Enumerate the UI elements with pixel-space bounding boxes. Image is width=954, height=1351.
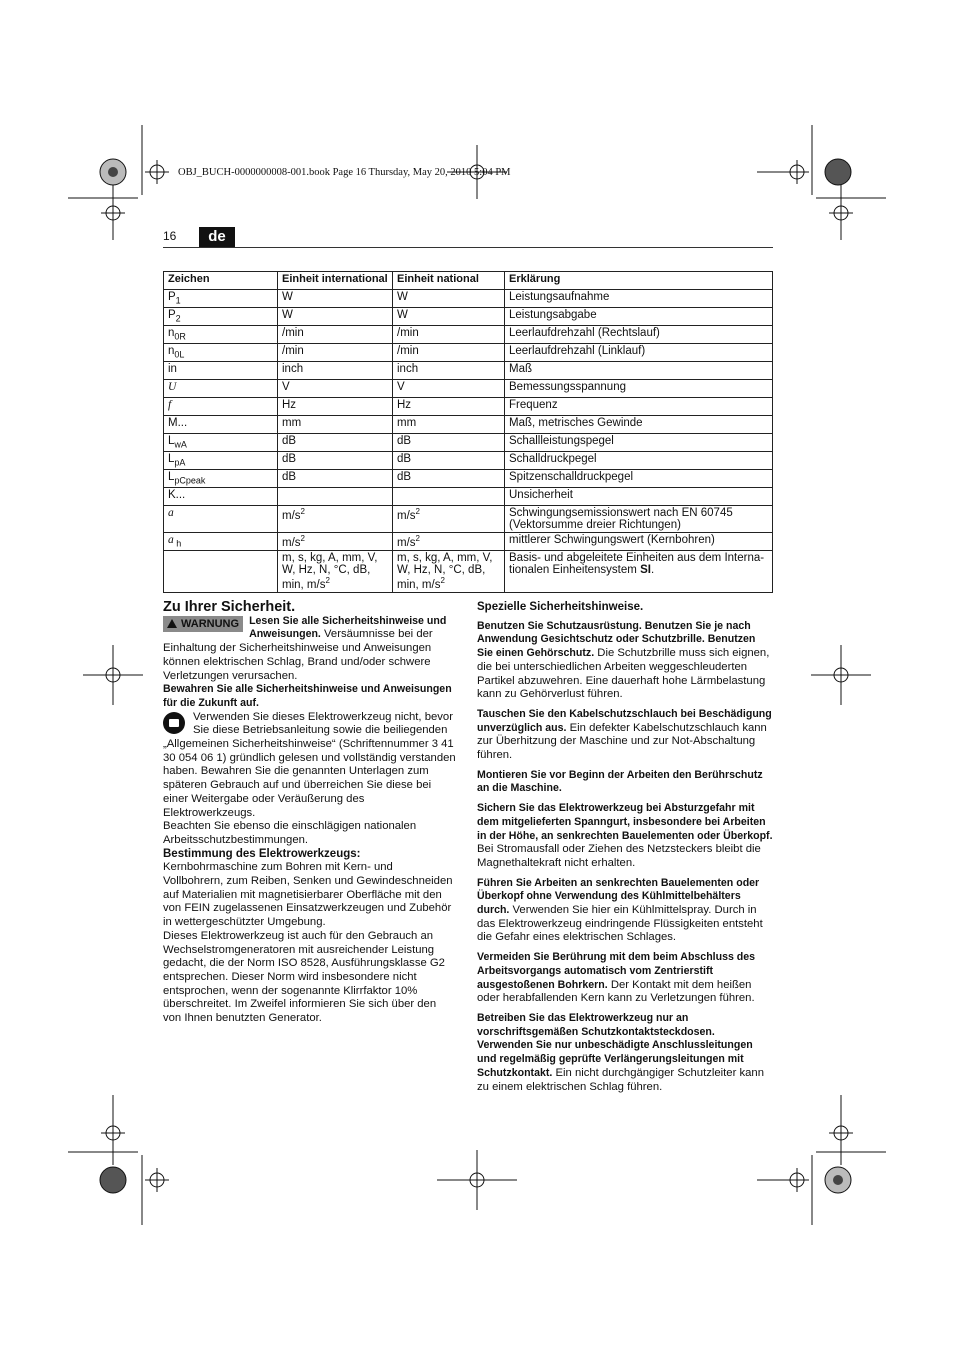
keep-instructions: Bewahren Sie alle Sicherheitshinweise und Anweisungen für die Zukunft auf. [163,683,452,709]
explanation-cell: Leistungsabgabe [505,308,773,326]
table-header-row [164,272,773,290]
national-unit-cell: Hz [393,398,505,416]
national-unit-cell: /min [393,326,505,344]
explanation-cell: Frequenz [505,398,773,416]
table-row [164,434,773,452]
page-number: 16 [163,229,177,243]
table-row [164,533,773,551]
explanation-cell: Leistungsaufnahme [505,290,773,308]
national-unit-cell [393,488,505,506]
warning-icon [167,619,177,628]
purpose-paragraph: Kernbohrmaschine zum Bohren mit Kern- und Vollbohrern, zum Reiben, Senken und Gewindeschneiden auf Materialien mit magnetisierbarer Oberfläche mit den von FEIN zugelassenen Einsatzwerkzeugen und Zubehör in wettergeschützter Umgebung. [163,861,453,929]
intl-unit-cell [278,488,393,506]
symbol-cell: a $_h$ [164,533,278,551]
national-paragraph: Beachten Sie ebenso die einschlägigen nationalen Arbeitsschutzbestimmungen. [163,820,417,846]
national-unit-cell: dB [393,452,505,470]
explanation-cell: Schalldruckpegel [505,452,773,470]
intl-unit-cell: dB [278,434,393,452]
column-header: Einheit national [393,272,505,290]
section-title: Spezielle Sicherheitshinweise. [477,601,644,613]
explanation-cell: Schwingungsemissionswert nach EN 60745 (Vektorsumme dreier Richtungen) [505,506,773,533]
manual-paragraph: Verwenden Sie dieses Elektrowerkzeug nicht, bevor Sie diese Betriebsanleitung sowie die beiliegenden „Allgemeinen Sicherheitshinweise“ (Schriftennummer 3 41 30 054 06 1) gründlich gelesen und vollständig verstanden haben. Bewahren Sie die genannten Unterlagen zum späteren Gebrauch auf und überreichen Sie diese bei einer Weitergabe oder Veräußerung des Elektrowerkzeugs. [163,710,456,819]
intl-unit-cell: /min [278,326,393,344]
intl-unit-cell: W [278,308,393,326]
national-unit-cell: /min [393,344,505,362]
symbol-cell [164,551,278,593]
explanation-cell: Leerlaufdrehzahl (Rechtslauf) [505,326,773,344]
explanation-cell: Maß [505,362,773,380]
symbol-cell: $P_2$ [164,308,278,326]
symbol-cell: K... [164,488,278,506]
symbol-cell: f [164,398,278,416]
explanation-cell: Unsicherheit [505,488,773,506]
warning-badge: WARNUNG [163,616,243,632]
safety-instruction: Führen Sie Arbeiten an senkrechten Bauelementen oder Überkopf ohne Verwendung des Kühlmittelbehälters durch. Verwenden Sie hier ein Kühlmittelspray. Durch in das Elektrowerkzeug eindringende Flüssigkeiten entsteht die Gefahr eines elektrischen Schlages. [477,876,763,944]
explanation-cell: Basis- und abgeleitete Einheiten aus dem Interna-tionalen Einheitensystem SI. [505,551,773,593]
symbol-cell: $P_1$ [164,290,278,308]
national-unit-cell: W [393,290,505,308]
intl-unit-cell: dB [278,452,393,470]
column-header: Einheit international [278,272,393,290]
language-badge: de [199,227,235,247]
table-row [164,470,773,488]
explanation-cell: Spitzenschalldruckpegel [505,470,773,488]
safety-instruction: Benutzen Sie Schutzausrüstung. Benutzen Sie je nach Anwendung Gesichtschutz oder Schutzbrille. Benutzen Sie einen Gehörschutz. Die Schutzbrille muss sich eignen, die bei unterschiedlichen Arbeiten weggeschleuderten Partikel abzuwehren. Eine dauerhaft hohe Lärmbelastung kann zu Gehörverlust führen. [477,619,770,701]
national-unit-cell: inch [393,362,505,380]
table-row [164,344,773,362]
subsection-title: Bestimmung des Elektrowerkzeugs: [163,847,361,860]
national-unit-cell: W [393,308,505,326]
table-row [164,380,773,398]
intl-unit-cell: m, s, kg, A, mm, V, W, Hz, N, °C, dB, min, $m/s^2$ [278,551,393,593]
intl-unit-cell: $m/s^2$ [278,533,393,551]
explanation-cell: mittlerer Schwingungswert (Kernbohren) [505,533,773,551]
intl-unit-cell: mm [278,416,393,434]
intl-unit-cell: dB [278,470,393,488]
intl-unit-cell: Hz [278,398,393,416]
table-row [164,452,773,470]
intl-unit-cell: inch [278,362,393,380]
national-unit-cell: $m/s^2$ [393,506,505,533]
generator-paragraph: Dieses Elektrowerkzeug ist auch für den Gebrauch an Wechselstromgeneratoren mit ausreichender Leistung gedacht, die der Norm ISO 8528, Ausführungsklasse G2 entsprechen. Dieser Norm wird insbesondere nicht entsprochen, wenn der sogenannte Klirrfaktor 10% überschreitet. Im Zweifel informieren Sie sich über den von Ihnen benutzten Generator. [163,929,445,1025]
header-rule [163,247,773,248]
national-unit-cell: $m/s^2$ [393,533,505,551]
section-title: Zu Ihrer Sicherheit. [163,599,296,615]
table-row [164,551,773,593]
intl-unit-cell: V [278,380,393,398]
national-unit-cell: m, s, kg, A, mm, V, W, Hz, N, °C, dB, min, $m/s^2$ [393,551,505,593]
column-header: Zeichen [164,272,278,290]
safety-instruction: Tauschen Sie den Kabelschutzschlauch bei Beschädigung unverzüglich aus. Ein defekter Kabelschutzschlauch kann zur Überhitzung der Maschine und zur Not-Abschaltung führen. [477,707,772,762]
table-row [164,290,773,308]
file-info: OBJ_BUCH-0000000008-001.book Page 16 Thursday, May 20, 2010 5:04 PM [178,167,511,178]
symbol-cell: U [164,380,278,398]
intl-unit-cell: /min [278,344,393,362]
explanation-cell: Maß, metrisches Gewinde [505,416,773,434]
safety-instruction: Vermeiden Sie Berührung mit dem beim Abschluss des Arbeitsvorgangs automatisch vom Zentrierstift ausgestoßenen Bohrkern. Der Kontakt mit dem heißen oder herabfallenden Kern kann zu Verletzungen führen. [477,951,756,1005]
national-unit-cell: dB [393,470,505,488]
national-unit-cell: mm [393,416,505,434]
explanation-cell: Schallleistungspegel [505,434,773,452]
table-row [164,308,773,326]
read-manual-icon [163,712,185,734]
table-row [164,398,773,416]
safety-instruction: Montieren Sie vor Beginn der Arbeiten den Berührschutz an die Maschine. [477,768,763,795]
safety-instruction: Betreiben Sie das Elektrowerkzeug nur an vorschriftsgemäßen Schutzkontaktsteckdosen. Verwenden Sie nur unbeschädigte Anschlussleitungen und regelmäßig geprüfte Verlängerungsleitungen mit Schutzkontakt. Ein nicht durchgängiger Schutzleiter kann zu einem elektrischen Schlag führen. [477,1011,764,1093]
column-header: Erklärung [505,272,773,290]
symbol-cell: $n_{0L}$ [164,344,278,362]
symbol-cell: $L_{pA}$ [164,452,278,470]
symbol-cell: $n_{0R}$ [164,326,278,344]
symbol-cell: M... [164,416,278,434]
intl-unit-cell: $m/s^2$ [278,506,393,533]
table-row [164,326,773,344]
explanation-cell: Leerlaufdrehzahl (Linklauf) [505,344,773,362]
symbols-table [163,271,773,593]
symbol-cell: $L_{wA}$ [164,434,278,452]
safety-instruction: Sichern Sie das Elektrowerkzeug bei Absturzgefahr mit dem mitgelieferten Spanngurt, insbesondere bei Arbeiten in der Höhe, an senkrechten Bauelementen oder Überkopf. Bei Stromausfall oder Ziehen des Netzsteckers bleibt die Magnethaltekraft nicht erhalten. [477,802,773,869]
symbol-cell: a [164,506,278,533]
national-unit-cell: dB [393,434,505,452]
national-unit-cell: V [393,380,505,398]
left-column [163,601,456,1026]
explanation-cell: Bemessungsspannung [505,380,773,398]
symbol-cell: in [164,362,278,380]
symbol-cell: $L_{pCpeak}$ [164,470,278,488]
right-column [477,601,773,1100]
table-row [164,416,773,434]
table-row [164,488,773,506]
warning-paragraph: WARNUNG Lesen Sie alle Sicherheitshinweise und Anweisungen. Versäumnisse bei der Einhaltung der Sicherheitshinweise und Anweisungen können elektrischen Schlag, Brand und/oder schwere Verletzungen verursachen. [163,614,447,682]
table-row [164,362,773,380]
table-row [164,506,773,533]
intl-unit-cell: W [278,290,393,308]
